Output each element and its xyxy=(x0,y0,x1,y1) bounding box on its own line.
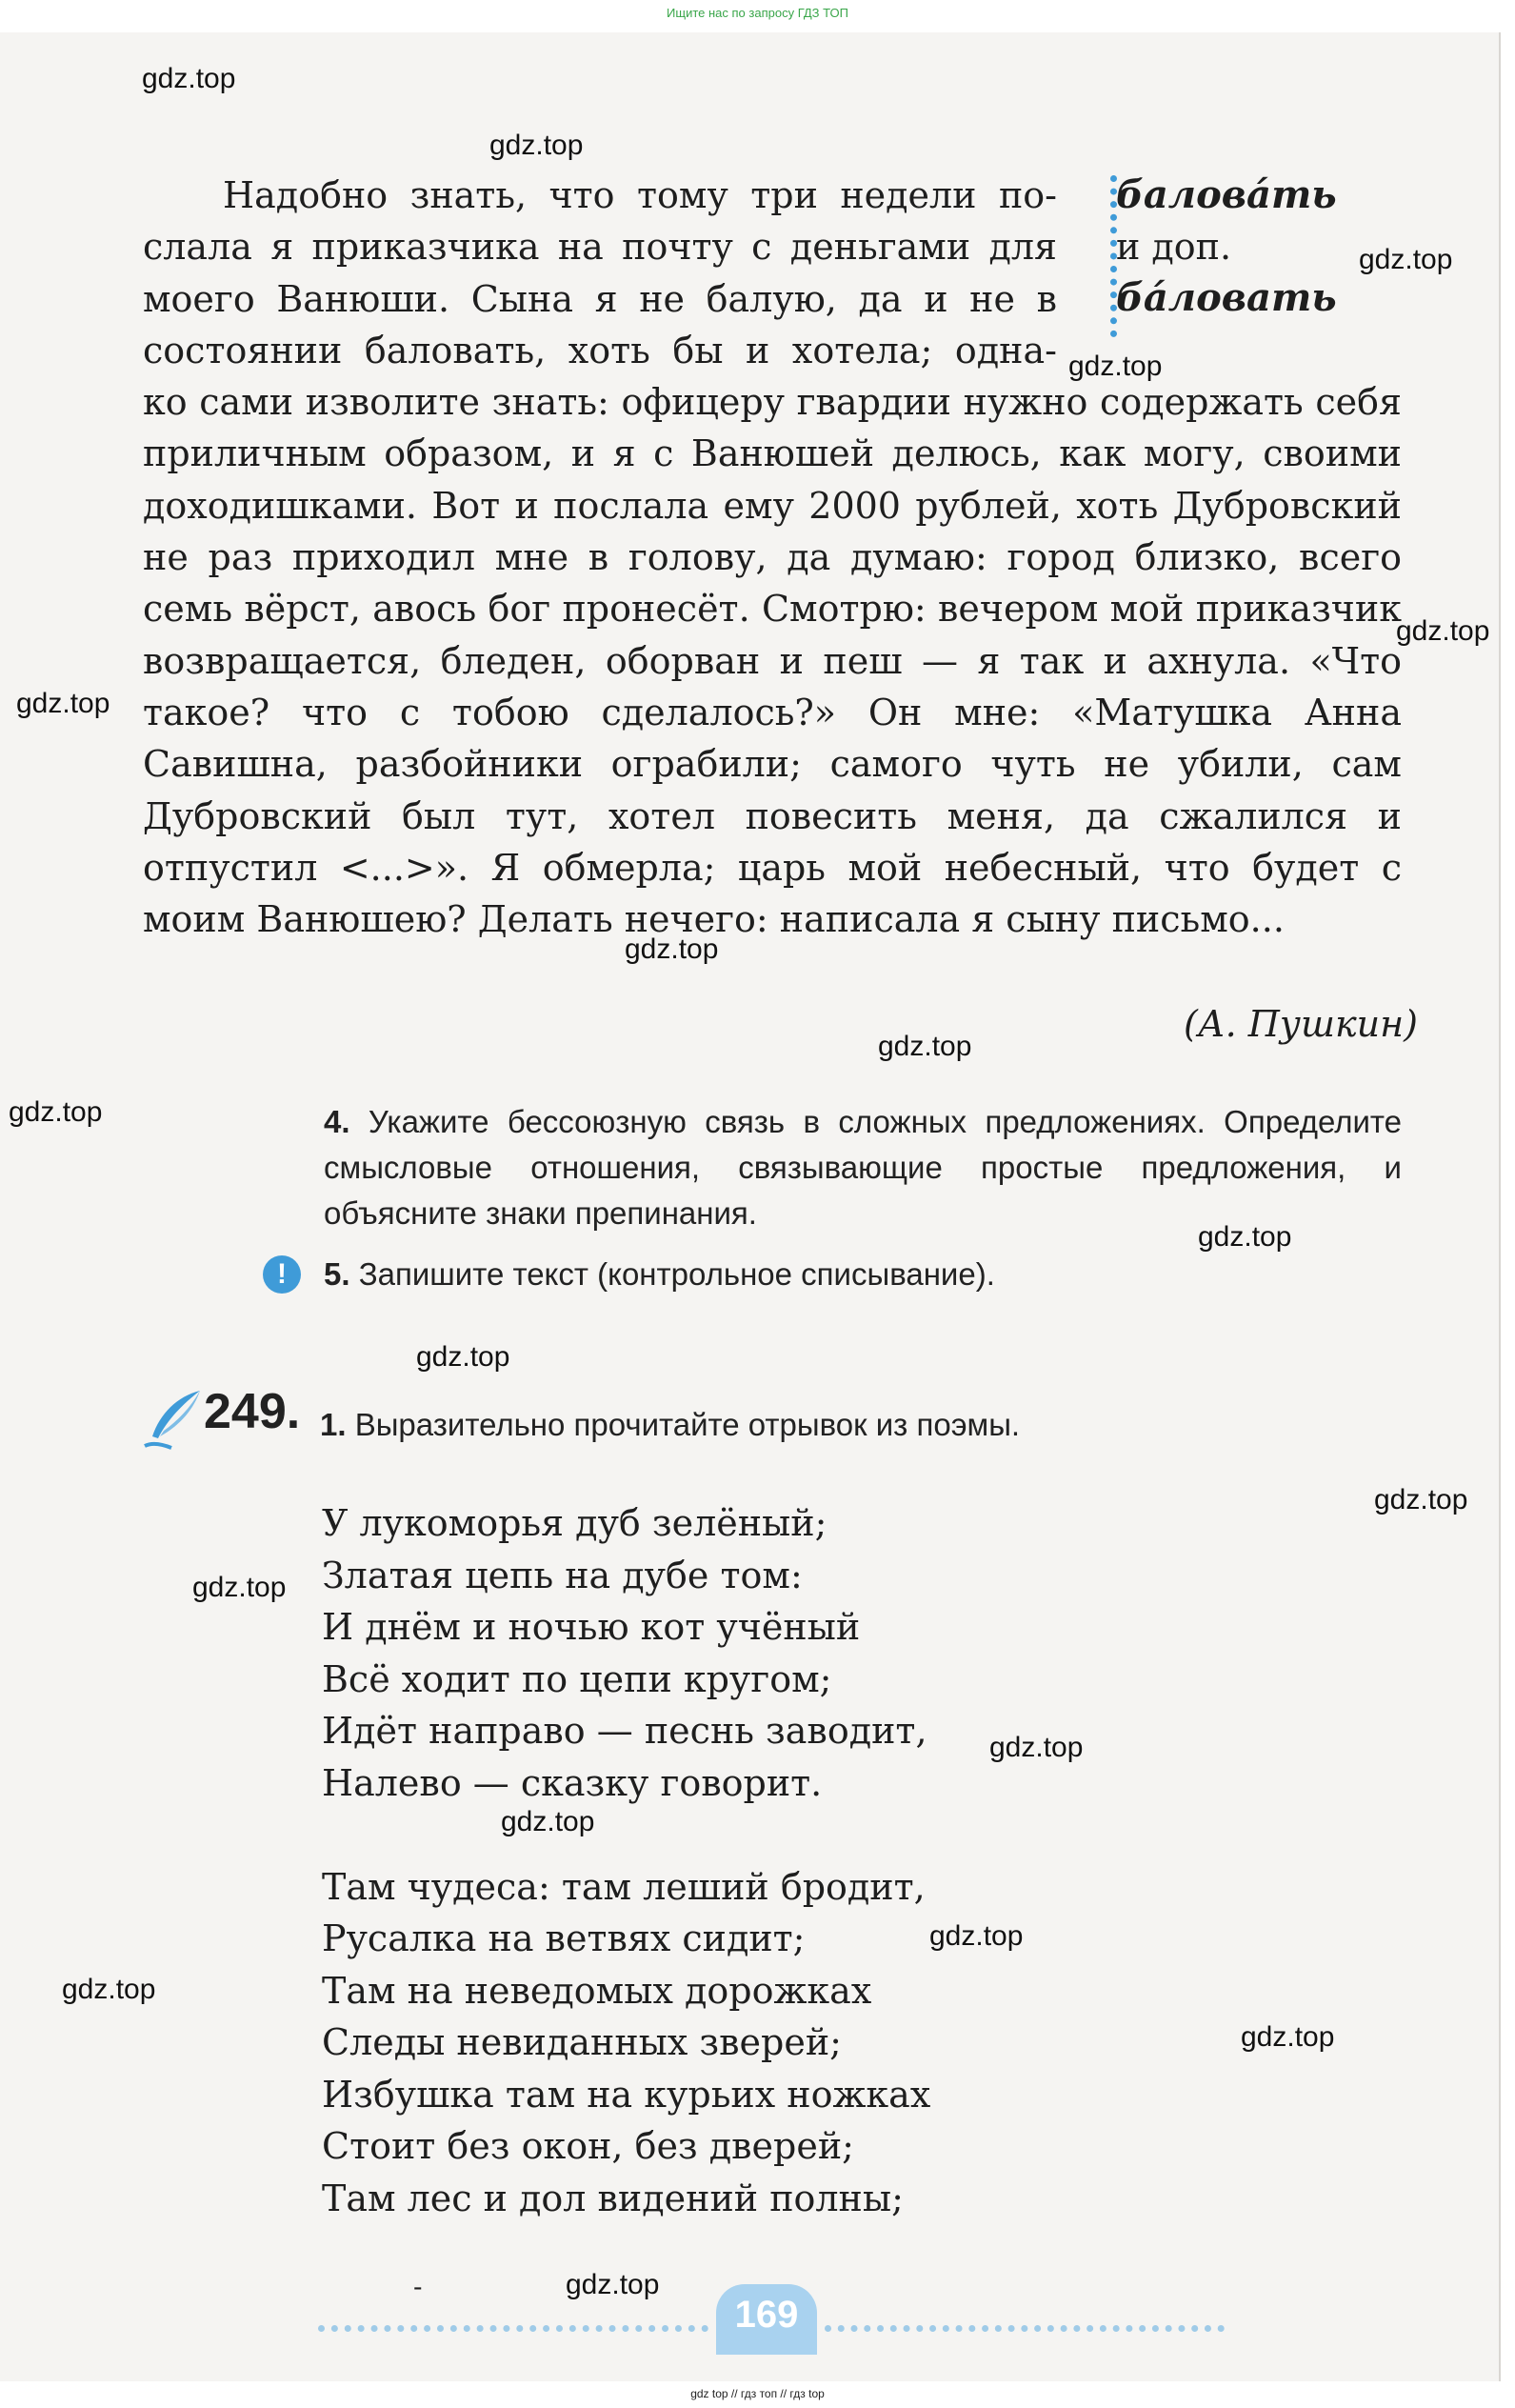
quill-icon xyxy=(139,1387,206,1452)
watermark: gdz.top xyxy=(929,1920,1024,1952)
poem-line: У лукоморья дуб зелёный; xyxy=(322,1502,827,1544)
watermark: gdz.top xyxy=(489,130,584,161)
watermark: gdz.top xyxy=(16,688,110,719)
task-text: Выразительно прочитайте отрывок из поэмы. xyxy=(354,1407,1021,1442)
poem-line: Там лес и дол видений полны; xyxy=(322,2177,904,2219)
poem xyxy=(322,1497,930,2224)
watermark: gdz.top xyxy=(1198,1221,1292,1253)
exclamation-icon: ! xyxy=(263,1255,301,1294)
watermark: gdz.top xyxy=(1241,2021,1335,2053)
watermark: gdz.top xyxy=(62,1974,156,2005)
poem-line: Избушка там на курьих ножках xyxy=(322,2073,931,2116)
stress-term-2: бáловать xyxy=(1116,275,1337,320)
watermark: gdz.top xyxy=(878,1031,972,1062)
task-4 xyxy=(324,1099,1402,1236)
footer-dots-right xyxy=(825,2325,1225,2332)
author-citation: (А. Пушкин) xyxy=(1184,1003,1418,1045)
watermark: gdz.top xyxy=(625,933,719,965)
poem-line: Златая цепь на дубе том: xyxy=(322,1554,803,1596)
watermark: gdz.top xyxy=(416,1341,510,1373)
task-number: 4. xyxy=(324,1104,350,1139)
poem-line: И днём и ночью кот учёный xyxy=(322,1606,861,1648)
stanza-break xyxy=(322,1809,930,1861)
watermark: gdz.top xyxy=(1068,351,1163,382)
task-number: 5. xyxy=(324,1256,350,1292)
prose-line: слала я приказчика на почту с деньгами для xyxy=(143,226,1057,269)
task-text: Укажите бессоюзную связь в сложных предложениях. Определите смысловые отношения, связывающие простые предложения, и объясните знаки препинания. xyxy=(324,1104,1402,1231)
page-number: 169 xyxy=(734,2294,799,2336)
poem-line: Всё ходит по цепи кругом; xyxy=(322,1657,832,1700)
exercise-number: 249. xyxy=(204,1384,301,1439)
stress-term-1: баловáть xyxy=(1116,172,1337,217)
watermark: gdz.top xyxy=(192,1572,287,1603)
watermark: gdz.top xyxy=(1374,1484,1468,1515)
top-banner[interactable]: Ищите нас по запросу ГДЗ ТОП xyxy=(667,6,848,20)
prose-paragraph: ко сами изволите знать: офицеру гвардии нужно содержать себя приличным образом, и я с Ванюшей делюсь, как могу, своими доходишками. Вот и послала ему 2000 рублей, хоть Дубровский не раз приходил мне в голову, да думаю: город близко, всего семь вёрст, авось бог пронесёт. Смотрю: вечером мой приказчик возвращается, бледен, оборван и пеш — я так и ахнула. «Что такое? что с тобою сделалось?» Он мне: «Матушка Анна Савишна, разбойники ограбили; самого чуть не убили, сам Дубровский был тут, хотел повесить меня, да сжалился и отпустил <...>». Я обмерла; царь мой небесный, что будет с моим Ванюшею? Делать нечего: написала я сыну письмо... xyxy=(143,381,1402,941)
prose-line: Надобно знать, что тому три недели по- xyxy=(223,174,1057,216)
watermark: gdz.top xyxy=(566,2269,660,2300)
stray-mark: - xyxy=(413,2271,423,2302)
poem-line: Налево — сказку говорит. xyxy=(322,1761,823,1804)
poem-line: Там чудеса: там леший бродит, xyxy=(322,1865,926,1908)
poem-line: Там на неведомых дорожках xyxy=(322,1969,872,2012)
task-number: 1. xyxy=(320,1407,347,1442)
bottom-banner[interactable]: gdz top // гдз топ // гдз top xyxy=(690,2387,825,2400)
stress-conj: и доп. xyxy=(1116,226,1232,268)
watermark: gdz.top xyxy=(501,1806,595,1837)
watermark: gdz.top xyxy=(989,1732,1084,1763)
watermark: gdz.top xyxy=(9,1096,103,1128)
watermark: gdz.top xyxy=(1396,615,1490,647)
exercise-task xyxy=(320,1402,1405,1448)
poem-line: Следы невиданных зверей; xyxy=(322,2021,842,2063)
watermark: gdz.top xyxy=(1359,244,1453,275)
task-text: Запишите текст (контрольное списывание). xyxy=(358,1256,995,1292)
poem-line: Русалка на ветвях сидит; xyxy=(322,1917,806,1959)
prose-line: состоянии баловать, хоть бы и хотела; одна- xyxy=(143,329,1057,371)
dotted-divider xyxy=(1110,175,1117,337)
prose-line: моего Ванюши. Сына я не балую, да и не в xyxy=(143,277,1057,320)
task-5 xyxy=(324,1252,1402,1297)
poem-line: Стоит без окон, без дверей; xyxy=(322,2125,854,2167)
poem-line: Идёт направо — песнь заводит, xyxy=(322,1710,927,1752)
watermark: gdz.top xyxy=(142,63,236,94)
footer-dots-left xyxy=(318,2325,708,2332)
